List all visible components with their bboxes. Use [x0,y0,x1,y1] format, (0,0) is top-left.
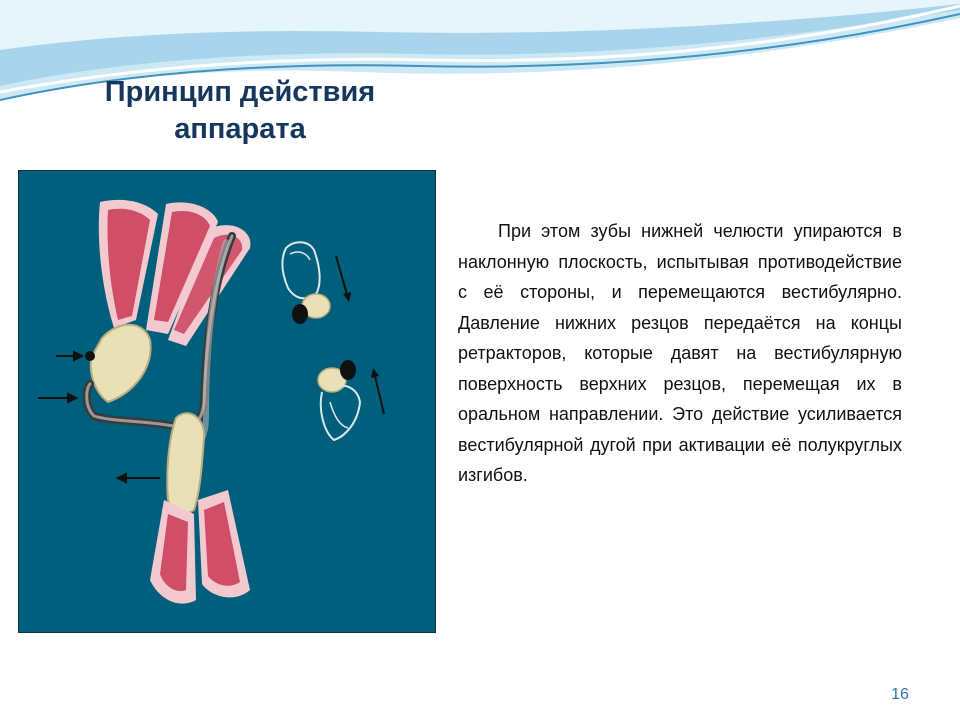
title-line-2: аппарата [174,113,306,145]
appliance-diagram [18,170,436,633]
page-number: 16 [891,686,909,703]
title-line-1: Принцип действия [104,76,376,108]
tooth-contact-dot [85,351,95,361]
slide-title [60,74,420,148]
body-paragraph: При этом зубы нижней челюсти упираются в наклонную плоскость, испытывая противодействие с её стороны, и перемещаются вестибулярно. Давление нижних резцов передаётся на концы ретракторов, которые давят на вестибулярную поверхность верхних резцов, перемещая их в оральном направлении. Это действие усиливается вестибулярной дугой при активации её полукруглых изгибов. [458,221,902,485]
